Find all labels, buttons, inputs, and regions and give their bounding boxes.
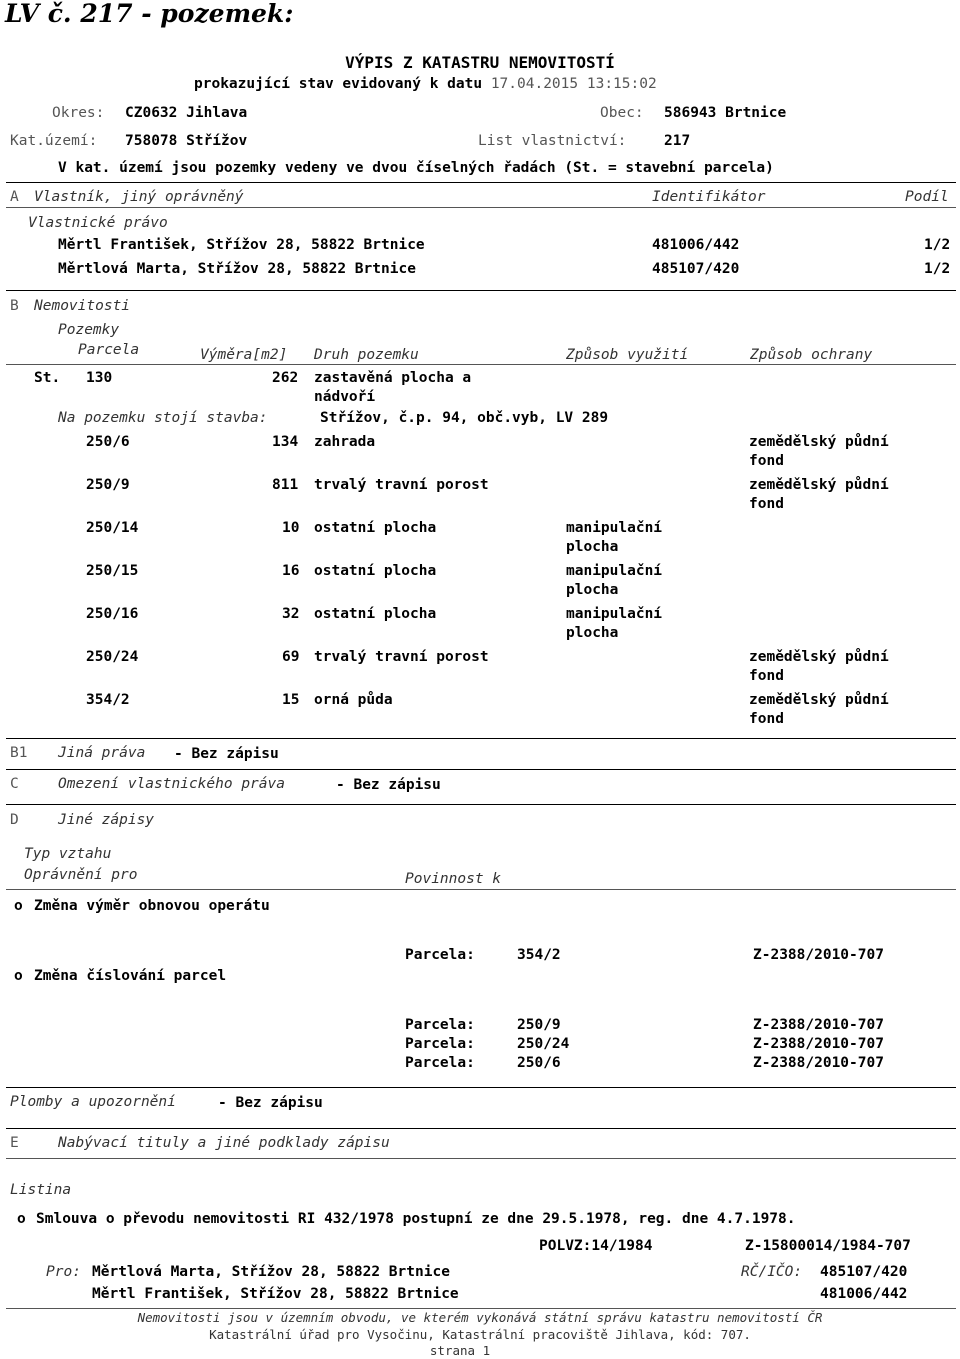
cadastre-note: V kat. území jsou pozemky vedeny ve dvou číselných řadách (St. = stavební parcela) xyxy=(58,160,774,176)
rc-value: 481006/442 xyxy=(820,1286,908,1302)
bullet: o xyxy=(17,1211,26,1227)
parcel-use: manipulační xyxy=(566,606,663,622)
d-item-2: Změna číslování parcel xyxy=(34,968,227,984)
parcel-number: 250/24 xyxy=(86,649,139,665)
owner-name: Měrtl František, Střížov 28, 58822 Brtnice xyxy=(58,237,425,253)
okres-value: CZ0632 Jihlava xyxy=(125,105,248,121)
parcel-number: 250/14 xyxy=(86,520,139,536)
parcel-type: orná půda xyxy=(314,692,393,708)
footer-line-1: Nemovitosti jsou v územním obvodu, ve kterém vykonává státní správu katastru nemovitostí ČR xyxy=(137,1310,823,1325)
bullet: o xyxy=(14,968,23,984)
d-parcel-ref: Z-2388/2010-707 xyxy=(753,1017,884,1033)
parcel-area: 69 xyxy=(282,649,300,665)
d-parcel-number: 250/9 xyxy=(517,1017,561,1033)
d-parcel-number: 354/2 xyxy=(517,947,561,963)
section-e-title: Nabývací tituly a jiné podklady zápisu xyxy=(58,1135,390,1151)
polvz: POLVZ:14/1984 xyxy=(539,1238,653,1254)
parcel-use-cont: plocha xyxy=(566,625,619,641)
st-type: zastavěná plocha a xyxy=(314,370,472,386)
section-b-title: Nemovitosti xyxy=(34,298,131,314)
col-druh: Druh pozemku xyxy=(314,347,419,363)
parcel-type: ostatní plocha xyxy=(314,520,437,536)
d-parcel-number: 250/6 xyxy=(517,1055,561,1071)
d-parcel-ref: Z-2388/2010-707 xyxy=(753,947,884,963)
parcel-number: 250/6 xyxy=(86,434,130,450)
section-b-sub: Pozemky xyxy=(58,322,120,338)
section-c-title: Omezení vlastnického práva xyxy=(58,776,285,792)
col-vymera: Výměra[m2] xyxy=(200,347,288,363)
rc-value: 485107/420 xyxy=(820,1264,908,1280)
pro-label: Pro: xyxy=(46,1264,81,1280)
parcel-type: trvalý travní porost xyxy=(314,649,489,665)
col-podil: Podíl xyxy=(905,189,949,205)
st-type-cont: nádvoří xyxy=(314,389,376,405)
document-subtitle xyxy=(194,76,657,93)
st-parcel: 130 xyxy=(86,370,113,386)
plomby-title: Plomby a upozornění xyxy=(10,1094,176,1110)
d-parcel-label: Parcela: xyxy=(405,1055,475,1071)
section-b1-letter: B1 xyxy=(10,745,28,761)
section-a-title: Vlastník, jiný oprávněný xyxy=(34,189,244,205)
section-c-value: - Bez zápisu xyxy=(336,777,441,793)
parcel-use: manipulační xyxy=(566,563,663,579)
parcel-protection-cont: fond xyxy=(749,496,784,512)
contract-text: Smlouva o převodu nemovitosti RI 432/1978 postupní ze dne 29.5.1978, reg. dne 4.7.1978. xyxy=(36,1211,796,1227)
katuzemi-value: 758078 Střížov xyxy=(125,133,248,149)
page-heading: LV č. 217 - pozemek: xyxy=(5,0,294,28)
parcel-number: 250/16 xyxy=(86,606,139,622)
section-b1-value: - Bez zápisu xyxy=(174,746,279,762)
footer-line-2: Katastrální úřad pro Vysočinu, Katastrální pracoviště Jihlava, kód: 707. xyxy=(209,1327,751,1342)
rc-label: RČ/IČO: xyxy=(741,1264,803,1280)
plomby-value: - Bez zápisu xyxy=(218,1095,323,1111)
owner-share: 1/2 xyxy=(924,261,951,277)
listina-label: Listina xyxy=(10,1182,72,1198)
parcel-area: 10 xyxy=(282,520,300,536)
owner-id: 485107/420 xyxy=(652,261,740,277)
col-identifikator: Identifikátor xyxy=(652,189,766,205)
bullet: o xyxy=(14,898,23,914)
section-b1-title: Jiná práva xyxy=(58,745,146,761)
page-number: strana 1 xyxy=(429,1343,491,1358)
d-parcel-ref: Z-2388/2010-707 xyxy=(753,1055,884,1071)
d-parcel-label: Parcela: xyxy=(405,947,475,963)
parcel-type: zahrada xyxy=(314,434,376,450)
parcel-protection: zemědělský půdní xyxy=(749,692,889,708)
building-value: Střížov, č.p. 94, obč.vyb, LV 289 xyxy=(320,410,609,426)
building-label: Na pozemku stojí stavba: xyxy=(58,410,268,426)
katuzemi-label: Kat.území: xyxy=(10,133,98,149)
parcel-number: 250/9 xyxy=(86,477,130,493)
st-prefix: St. xyxy=(34,370,61,386)
obec-value: 586943 Brtnice xyxy=(664,105,787,121)
divider xyxy=(6,738,956,739)
st-area: 262 xyxy=(272,370,299,386)
lv-value: 217 xyxy=(664,133,691,149)
owner-name: Měrtlová Marta, Střížov 28, 58822 Brtnice xyxy=(58,261,416,277)
okres-label: Okres: xyxy=(52,105,105,121)
parcel-area: 32 xyxy=(282,606,300,622)
owner-share: 1/2 xyxy=(924,237,951,253)
parcel-type: ostatní plocha xyxy=(314,606,437,622)
d-parcel-label: Parcela: xyxy=(405,1036,475,1052)
divider xyxy=(6,769,956,770)
section-d-title: Jiné zápisy xyxy=(58,812,155,828)
col-parcela: Parcela xyxy=(78,342,140,358)
parcel-protection-cont: fond xyxy=(749,453,784,469)
right-type: Vlastnické právo xyxy=(28,215,168,231)
parcel-area: 134 xyxy=(272,434,299,450)
parcel-use-cont: plocha xyxy=(566,539,619,555)
owner-id: 481006/442 xyxy=(652,237,740,253)
parcel-type: ostatní plocha xyxy=(314,563,437,579)
section-b-letter: B xyxy=(10,298,19,314)
pro-person: Měrtl František, Střížov 28, 58822 Brtnice xyxy=(92,1286,459,1302)
lv-label: List vlastnictví: xyxy=(478,133,627,149)
parcel-protection-cont: fond xyxy=(749,668,784,684)
subtitle-prefix: prokazující stav evidovaný k datu xyxy=(194,76,483,92)
parcel-protection: zemědělský půdní xyxy=(749,649,889,665)
divider xyxy=(6,1158,956,1159)
section-d-letter: D xyxy=(10,812,19,828)
col-ochrana: Způsob ochrany xyxy=(750,347,873,363)
parcel-area: 15 xyxy=(282,692,300,708)
divider xyxy=(6,182,956,183)
col-vyuziti: Způsob využití xyxy=(566,347,689,363)
parcel-protection: zemědělský půdní xyxy=(749,434,889,450)
d-item-1: Změna výměr obnovou operátu xyxy=(34,898,270,914)
subtitle-date: 17.04.2015 13:15:02 xyxy=(490,76,657,92)
parcel-use-cont: plocha xyxy=(566,582,619,598)
d-parcel-label: Parcela: xyxy=(405,1017,475,1033)
parcel-area: 16 xyxy=(282,563,300,579)
z-reference: Z-15800014/1984-707 xyxy=(745,1238,911,1254)
divider xyxy=(6,1087,956,1088)
divider xyxy=(6,364,956,365)
section-a-letter: A xyxy=(10,189,19,205)
section-e-letter: E xyxy=(10,1135,19,1151)
document-title: VÝPIS Z KATASTRU NEMOVITOSTÍ xyxy=(345,53,615,72)
parcel-number: 250/15 xyxy=(86,563,139,579)
parcel-type: trvalý travní porost xyxy=(314,477,489,493)
d-parcel-number: 250/24 xyxy=(517,1036,570,1052)
d-parcel-ref: Z-2388/2010-707 xyxy=(753,1036,884,1052)
col-typ-vztahu: Typ vztahu xyxy=(24,846,112,862)
obec-label: Obec: xyxy=(600,105,644,121)
divider xyxy=(6,1128,956,1129)
divider xyxy=(6,290,956,291)
divider xyxy=(6,889,956,890)
section-c-letter: C xyxy=(10,776,19,792)
parcel-area: 811 xyxy=(272,477,299,493)
parcel-number: 354/2 xyxy=(86,692,130,708)
parcel-protection: zemědělský půdní xyxy=(749,477,889,493)
parcel-use: manipulační xyxy=(566,520,663,536)
col-opravneni-pro: Oprávnění pro xyxy=(24,867,138,883)
pro-person: Měrtlová Marta, Střížov 28, 58822 Brtnice xyxy=(92,1264,450,1280)
col-povinnost-k: Povinnost k xyxy=(405,871,502,887)
parcel-protection-cont: fond xyxy=(749,711,784,727)
divider xyxy=(6,207,956,208)
divider xyxy=(6,804,956,805)
